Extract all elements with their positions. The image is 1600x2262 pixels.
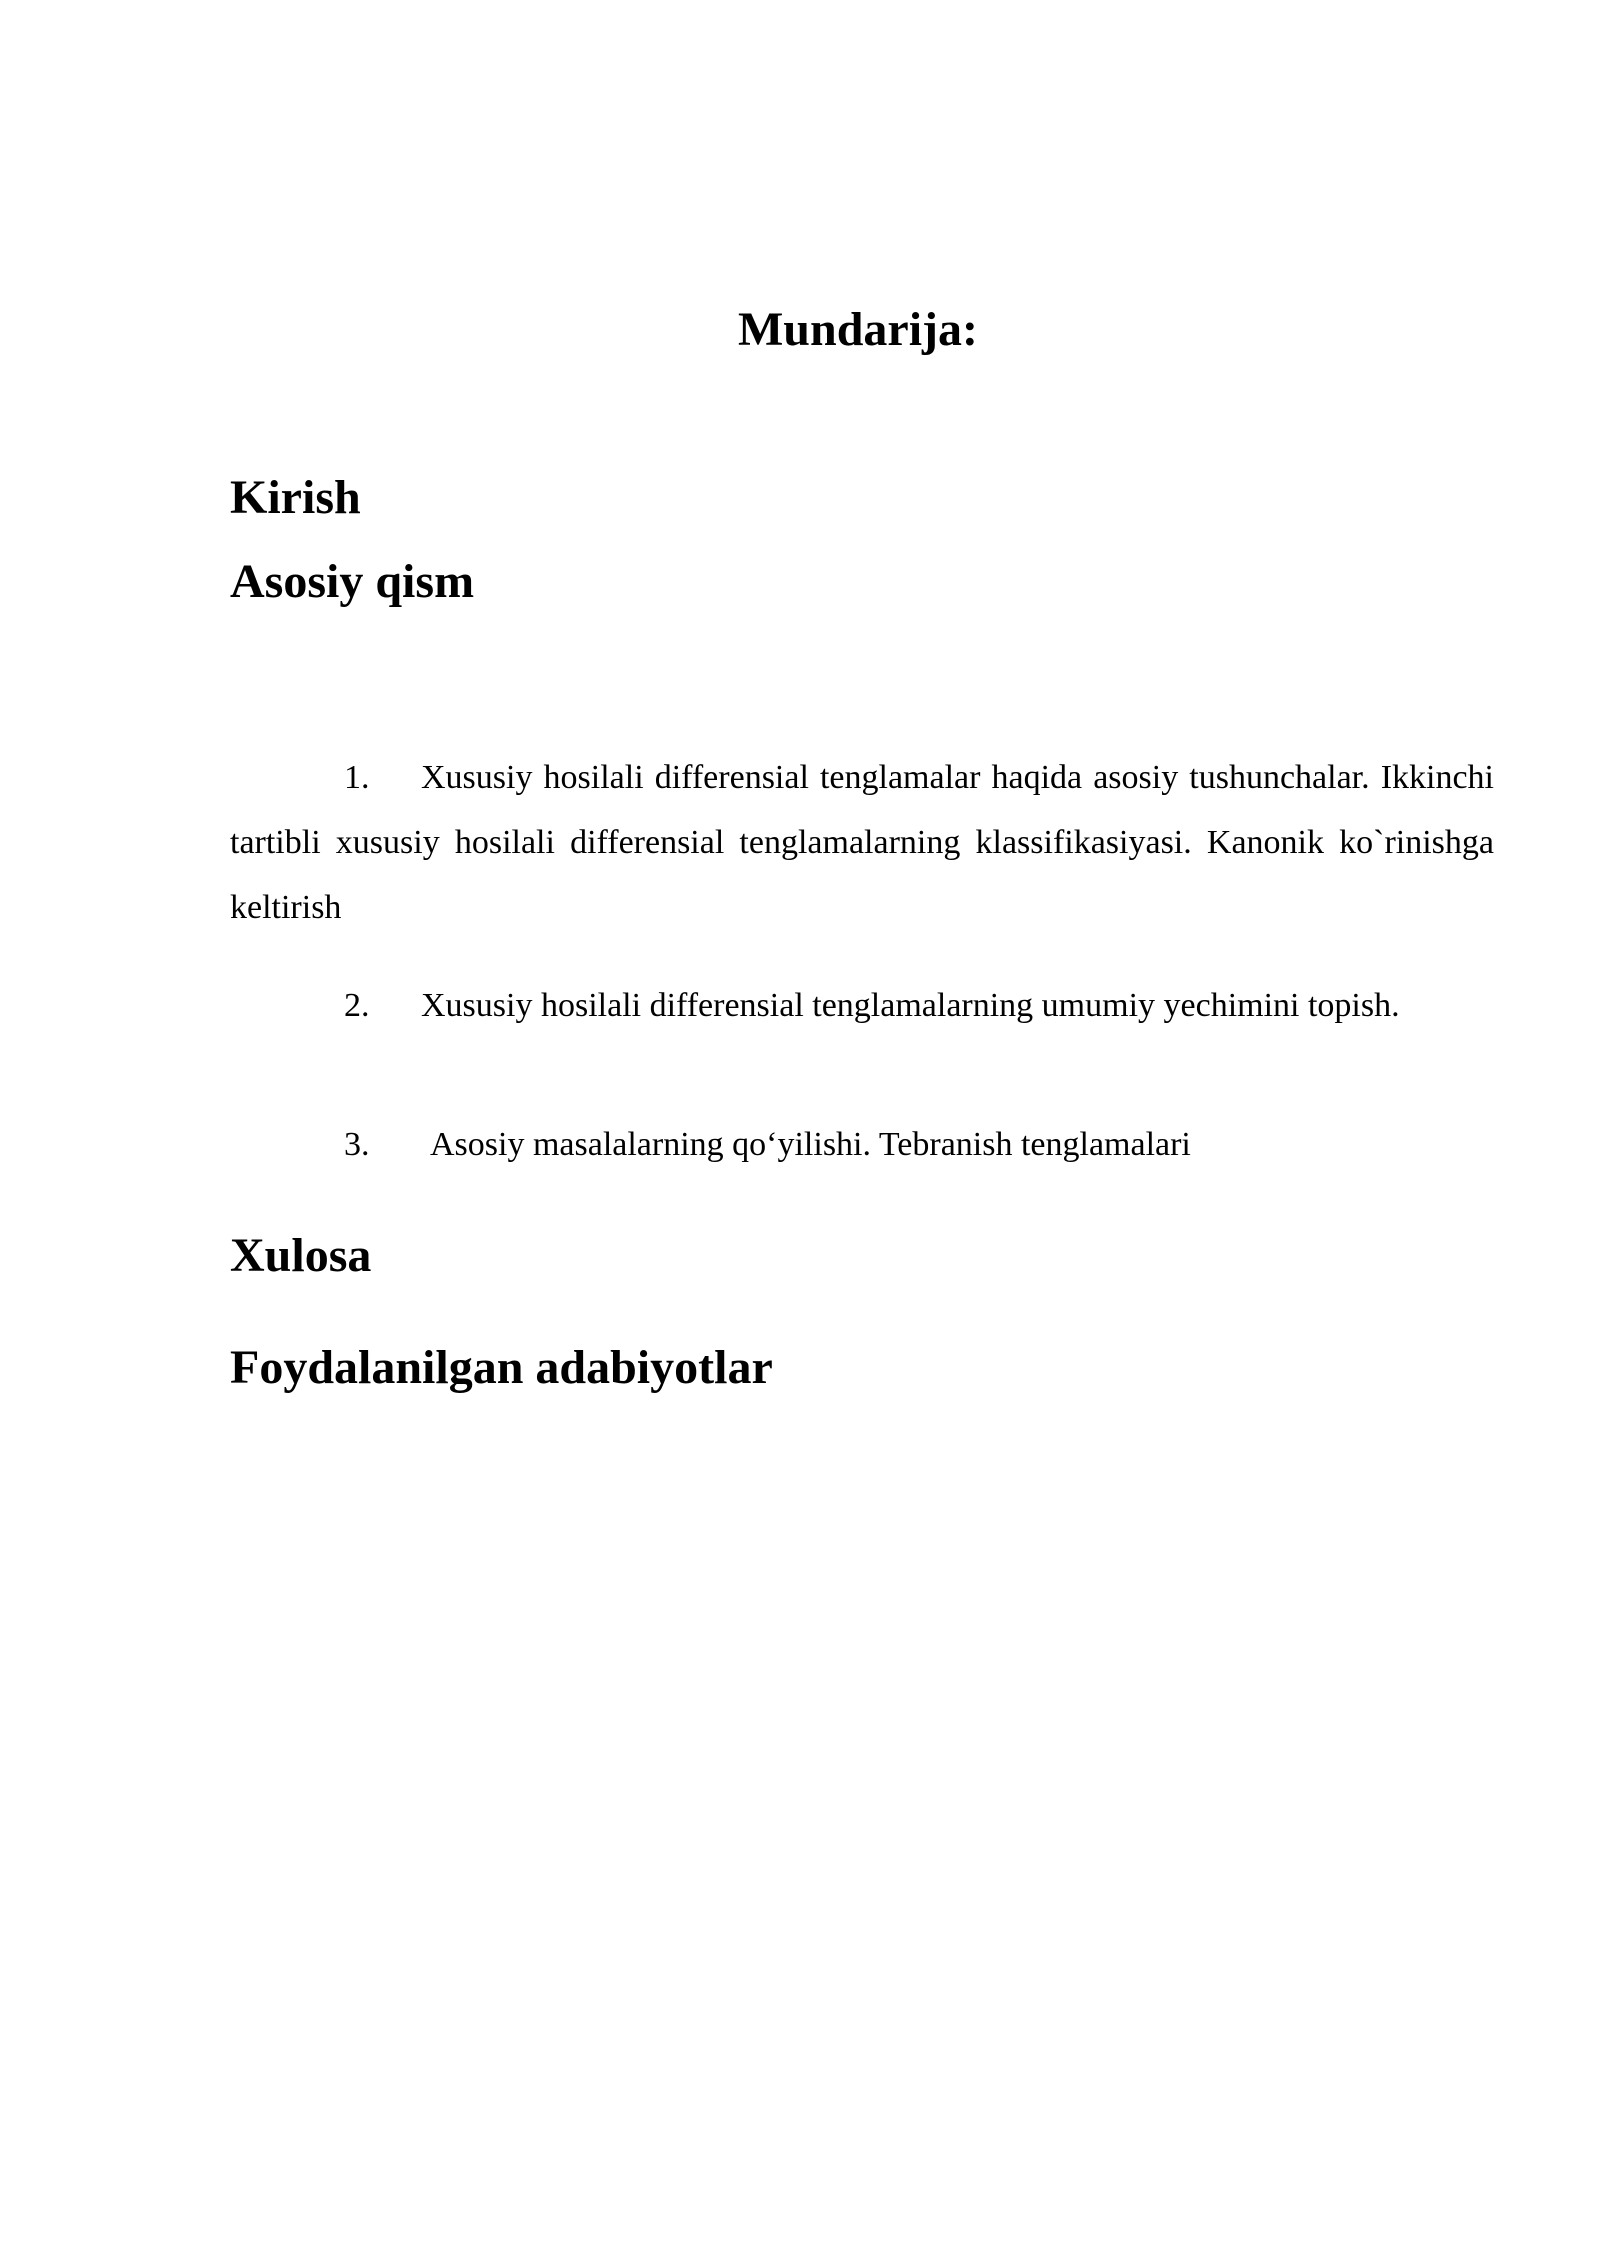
list-item-number: 1. [344,759,370,796]
section-heading-conclusion: Xulosa [230,1229,372,1282]
list-item [230,973,1494,1038]
list-item-text: Asosiy masalalarning qo‘yilishi. Tebranish tenglamalari [430,1126,1191,1163]
list-item-text: Xususiy hosilali differensial tenglamalar haqida asosiy tushunchalar. Ikkinchi tartibli xususiy hosilali differensial tenglamalarning klassifikasiyasi. Kanonik ko`rinishga keltirish [230,759,1494,926]
list-item [230,1112,1494,1177]
list-item [230,745,1494,940]
section-heading-references: Foydalanilgan adabiyotlar [230,1341,773,1394]
list-item-number: 2. [344,987,370,1024]
list-item-number: 3. [344,1126,370,1163]
section-heading-intro: Kirish [230,471,361,524]
page-title: Mundarija: [738,303,978,356]
section-heading-main: Asosiy qism [230,555,475,608]
list-item-text: Xususiy hosilali differensial tenglamalarning umumiy yechimini topish. [421,987,1400,1024]
